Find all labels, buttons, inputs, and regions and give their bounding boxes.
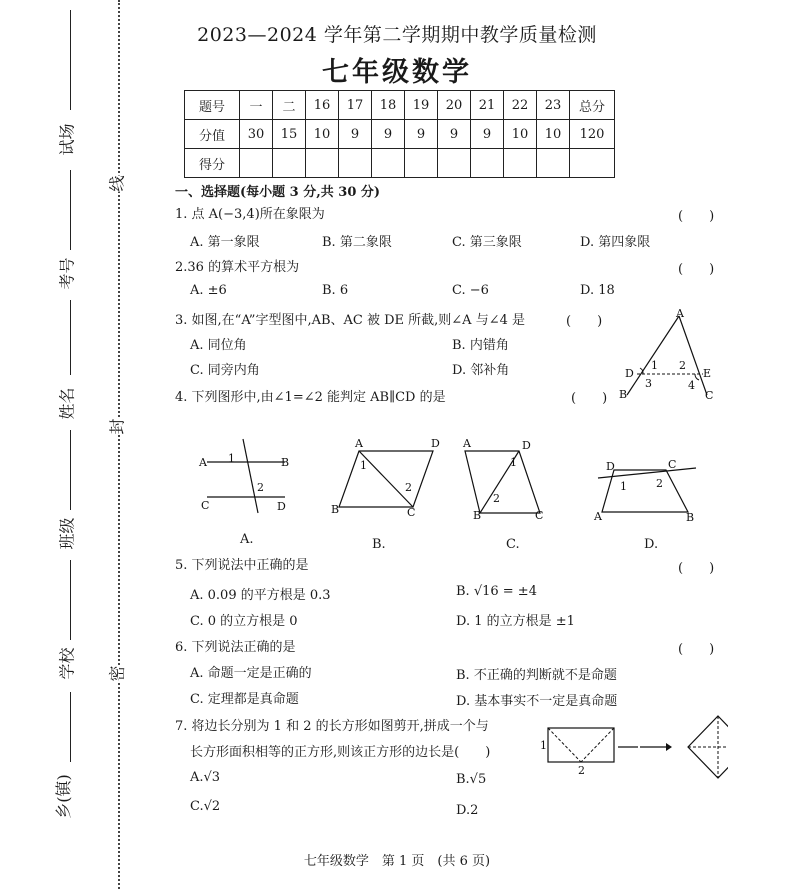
exam-subject: 七年级数学 bbox=[322, 57, 472, 88]
svg-text:C: C bbox=[668, 458, 677, 471]
question-1-option-c[interactable]: C. 第三象限 bbox=[452, 235, 522, 250]
svg-text:3: 3 bbox=[645, 377, 652, 390]
svg-text:D: D bbox=[522, 439, 531, 452]
svg-text:B: B bbox=[281, 456, 290, 469]
svg-text:1: 1 bbox=[360, 459, 367, 472]
svg-text:D: D bbox=[431, 437, 440, 450]
question-2-option-c[interactable]: C. −6 bbox=[452, 283, 489, 298]
score-input-cell[interactable] bbox=[537, 149, 570, 178]
score-input-cell[interactable] bbox=[339, 149, 372, 178]
svg-text:B: B bbox=[331, 503, 340, 516]
table-cell: 16 bbox=[306, 91, 339, 120]
question-7-option-c[interactable]: C.√2 bbox=[190, 799, 221, 814]
score-input-cell[interactable] bbox=[471, 149, 504, 178]
score-input-cell[interactable] bbox=[504, 149, 537, 178]
question-6-option-b[interactable]: B. 不正确的判断就不是命题 bbox=[456, 668, 617, 683]
score-input-cell[interactable] bbox=[273, 149, 306, 178]
answer-paren[interactable]: ( ) bbox=[678, 642, 715, 657]
table-cell: 9 bbox=[471, 120, 504, 149]
table-cell: 23 bbox=[537, 91, 570, 120]
svg-text:1: 1 bbox=[651, 359, 658, 372]
svg-text:1: 1 bbox=[540, 739, 547, 752]
svg-text:2: 2 bbox=[493, 492, 500, 505]
table-cell: 9 bbox=[405, 120, 438, 149]
svg-text:B: B bbox=[619, 388, 628, 401]
question-6-option-a[interactable]: A. 命题一定是正确的 bbox=[190, 666, 312, 681]
table-cell: 10 bbox=[537, 120, 570, 149]
svg-text:A: A bbox=[594, 510, 602, 523]
svg-text:1: 1 bbox=[620, 480, 627, 493]
question-7-stem: 7. 将边长分别为 1 和 2 的长方形如图剪开,拼成一个与 bbox=[175, 719, 489, 734]
svg-text:D: D bbox=[606, 460, 615, 473]
table-cell: 20 bbox=[438, 91, 471, 120]
question-4-option-d[interactable]: D. bbox=[644, 537, 659, 552]
question-3-option-d[interactable]: D. 邻补角 bbox=[452, 363, 510, 378]
score-input-cell[interactable] bbox=[570, 149, 615, 178]
table-cell: 9 bbox=[339, 120, 372, 149]
question-1-option-d[interactable]: D. 第四象限 bbox=[580, 235, 651, 250]
answer-paren[interactable]: ( ) bbox=[678, 209, 715, 224]
table-cell: 21 bbox=[471, 91, 504, 120]
table-cell: 15 bbox=[273, 120, 306, 149]
svg-text:2: 2 bbox=[257, 481, 264, 494]
question-5-option-c[interactable]: C. 0 的立方根是 0 bbox=[190, 614, 298, 629]
question-1-option-b[interactable]: B. 第二象限 bbox=[322, 235, 392, 250]
figure-a-shape bbox=[615, 308, 715, 403]
question-1-option-a[interactable]: A. 第一象限 bbox=[190, 235, 260, 250]
table-cell: 题号 bbox=[185, 91, 240, 120]
svg-text:2: 2 bbox=[679, 359, 686, 372]
svg-text:C: C bbox=[705, 389, 714, 402]
table-cell: 得分 bbox=[185, 149, 240, 178]
table-cell: 9 bbox=[438, 120, 471, 149]
fold-label-xian: 线 bbox=[105, 175, 128, 191]
sidebar-line bbox=[70, 560, 71, 640]
sidebar-label-class: 班级 bbox=[57, 517, 77, 550]
question-1-stem: 1. 点 A(−3,4)所在象限为 bbox=[175, 207, 325, 222]
score-table-score-row bbox=[185, 149, 615, 178]
answer-paren[interactable]: ( ) bbox=[678, 561, 715, 576]
svg-text:C: C bbox=[407, 506, 416, 519]
exam-title: 2023—2024 学年第二学期期中教学质量检测 bbox=[197, 24, 597, 46]
question-3-option-a[interactable]: A. 同位角 bbox=[190, 338, 247, 353]
score-input-cell[interactable] bbox=[306, 149, 339, 178]
table-cell: 17 bbox=[339, 91, 372, 120]
svg-text:B: B bbox=[473, 509, 482, 520]
svg-text:C: C bbox=[201, 499, 210, 512]
sidebar-label-town: 乡(镇) bbox=[53, 774, 73, 819]
svg-text:2: 2 bbox=[656, 477, 663, 490]
svg-text:A: A bbox=[199, 456, 207, 469]
question-3-option-c[interactable]: C. 同旁内角 bbox=[190, 363, 260, 378]
table-cell: 10 bbox=[504, 120, 537, 149]
question-3-stem: 3. 如图,在“A”字型图中,AB、AC 被 DE 所截,则∠A 与∠4 是 bbox=[175, 313, 525, 328]
question-4-option-c[interactable]: C. bbox=[506, 537, 520, 552]
score-input-cell[interactable] bbox=[405, 149, 438, 178]
figure-4c[interactable] bbox=[455, 435, 555, 520]
svg-text:D: D bbox=[625, 367, 634, 380]
question-7-option-d[interactable]: D.2 bbox=[456, 803, 479, 818]
table-cell: 9 bbox=[372, 120, 405, 149]
question-6-stem: 6. 下列说法正确的是 bbox=[175, 640, 296, 655]
table-cell: 19 bbox=[405, 91, 438, 120]
question-2-option-d[interactable]: D. 18 bbox=[580, 283, 615, 298]
sidebar-line bbox=[70, 300, 71, 375]
answer-paren[interactable]: ( ) bbox=[566, 314, 603, 329]
svg-text:2: 2 bbox=[578, 764, 585, 777]
svg-text:A: A bbox=[463, 437, 471, 450]
score-input-cell[interactable] bbox=[372, 149, 405, 178]
question-7-option-b[interactable]: B.√5 bbox=[456, 772, 487, 787]
answer-paren[interactable]: ( ) bbox=[678, 262, 715, 277]
svg-text:E: E bbox=[703, 367, 712, 380]
question-5-stem: 5. 下列说法中正确的是 bbox=[175, 558, 309, 573]
score-input-cell[interactable] bbox=[240, 149, 273, 178]
question-6-option-c[interactable]: C. 定理都是真命题 bbox=[190, 692, 299, 707]
question-7-stem-continued: 长方形面积相等的正方形,则该正方形的边长是( ) bbox=[190, 745, 491, 760]
question-5-option-d[interactable]: D. 1 的立方根是 ±1 bbox=[456, 614, 575, 629]
score-table-header-row bbox=[185, 91, 615, 120]
question-3-option-b[interactable]: B. 内错角 bbox=[452, 338, 509, 353]
fold-label-mi: 密 bbox=[105, 665, 128, 681]
answer-paren[interactable]: ( ) bbox=[571, 391, 608, 406]
sidebar-line bbox=[70, 692, 71, 762]
svg-text:1: 1 bbox=[510, 456, 517, 469]
sidebar-label-name: 姓名 bbox=[57, 387, 77, 420]
table-cell: 二 bbox=[273, 91, 306, 120]
question-5-option-b[interactable]: B. √16 = ±4 bbox=[456, 584, 537, 599]
table-cell: 22 bbox=[504, 91, 537, 120]
score-table-points-row bbox=[185, 120, 615, 149]
figure-rectangle-to-square bbox=[538, 714, 728, 784]
question-2-stem: 2.36 的算术平方根为 bbox=[175, 260, 300, 275]
score-table bbox=[184, 90, 615, 178]
question-6-option-d[interactable]: D. 基本事实不一定是真命题 bbox=[456, 694, 618, 709]
score-input-cell[interactable] bbox=[438, 149, 471, 178]
question-7-option-a[interactable]: A.√3 bbox=[190, 770, 221, 785]
svg-text:C: C bbox=[535, 509, 544, 520]
section-heading: 一、选择题(每小题 3 分,共 30 分) bbox=[175, 185, 381, 200]
svg-text:B: B bbox=[686, 511, 695, 524]
svg-text:1: 1 bbox=[228, 452, 235, 465]
table-cell: 总分 bbox=[570, 91, 615, 120]
question-2-option-a[interactable]: A. ±6 bbox=[190, 283, 227, 298]
sidebar-line bbox=[70, 430, 71, 510]
svg-text:A: A bbox=[355, 437, 363, 450]
question-4-option-b[interactable]: B. bbox=[372, 537, 386, 552]
figure-4a[interactable] bbox=[195, 435, 295, 520]
sidebar-label-exam-number: 考号 bbox=[57, 257, 77, 290]
svg-text:A: A bbox=[676, 308, 684, 320]
svg-text:2: 2 bbox=[405, 481, 412, 494]
svg-text:4: 4 bbox=[688, 379, 695, 392]
table-cell: 分值 bbox=[185, 120, 240, 149]
question-5-option-a[interactable]: A. 0.09 的平方根是 0.3 bbox=[190, 588, 331, 603]
figure-4d[interactable] bbox=[590, 440, 705, 525]
question-4-option-a[interactable]: A. bbox=[240, 532, 254, 547]
table-cell: 120 bbox=[570, 120, 615, 149]
table-cell: 18 bbox=[372, 91, 405, 120]
fold-line bbox=[118, 0, 120, 889]
svg-text:D: D bbox=[277, 500, 286, 513]
question-4-stem: 4. 下列图形中,由∠1=∠2 能判定 AB∥CD 的是 bbox=[175, 390, 446, 405]
figure-4b[interactable] bbox=[325, 435, 445, 520]
table-cell: 30 bbox=[240, 120, 273, 149]
table-cell: 10 bbox=[306, 120, 339, 149]
sidebar-label-school: 学校 bbox=[57, 647, 77, 680]
page-footer: 七年级数学 第 1 页 (共 6 页) bbox=[303, 854, 491, 869]
sidebar-label-exam-room: 试场 bbox=[57, 123, 77, 156]
question-2-option-b[interactable]: B. 6 bbox=[322, 283, 349, 298]
fold-label-feng: 封 bbox=[105, 418, 128, 434]
table-cell: 一 bbox=[240, 91, 273, 120]
sidebar-line bbox=[70, 170, 71, 250]
